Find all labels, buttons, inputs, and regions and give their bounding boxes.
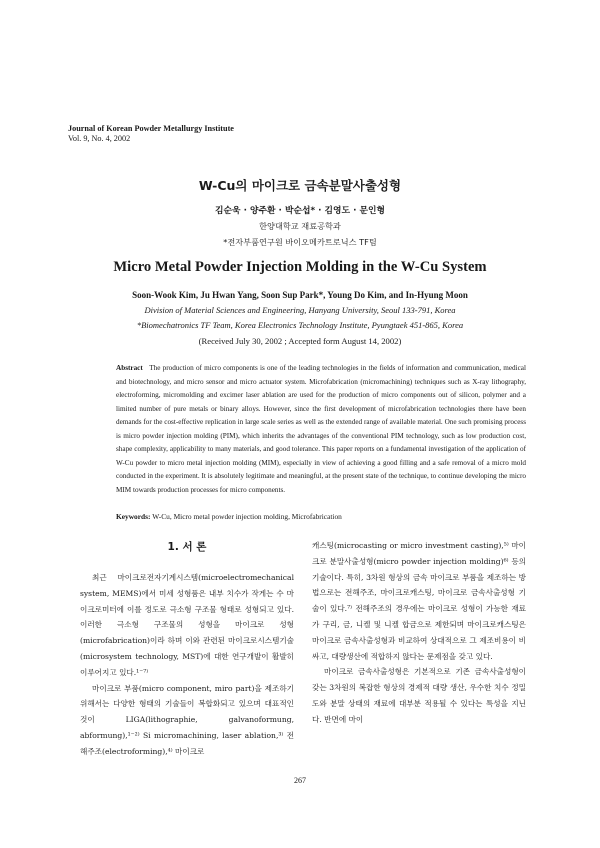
authors-korean: 김순욱 · 양주환 · 박순섭* · 김영도 · 문인형 (215, 206, 385, 216)
affiliation-korean-1: 한양대학교 재료공학과 (259, 221, 341, 231)
section-heading-introduction: 1. 서 론 (167, 541, 207, 553)
journal-header (68, 124, 234, 144)
page-number: 267 (294, 776, 306, 785)
affiliation-english-2: *Biomechatronics TF Team, Korea Electronics Technology Institute, Pyungtaek 451-865, Korea (136, 320, 464, 330)
intro-paragraph-2: 마이크로 부품(micro component, miro part)을 제조하기 위해서는 다양한 형태의 기술들이 복합화되고 있으며 대표적인 것이 LIGA(lithographie, galvanoformung, abformung),¹⁻²⁾ Si micromachining, laser ablation,³⁾ 전해주조(electroforming),⁴⁾ 마이크로 (80, 683, 294, 756)
affiliation-english-1: Division of Material Sciences and Engineering, Hanyang University, Seoul 133-791, Korea (144, 305, 456, 315)
left-column (80, 540, 294, 760)
intro-paragraph-3: 캐스팅(microcasting or micro investment casting),⁵⁾ 마이크로 분말사출성형(micro powder injection molding)⁶⁾ 등의 기술이다. 특히, 3차원 형상의 금속 마이크로 부품을 제조하는 방법으로는 전해주조, 마이크로캐스팅, 마이크로 금속사출성형 기술이 있다.⁷⁾ 전해주조의 경우에는 마이크로 성형이 가능한 재료가 구리, 금, 니켈 및 니켈 합금으로 제한되며 마이크로캐스팅은 마이크로 금속사출성형과 비교하여 상대적으로 그 제조비용이 비싸고, 대량생산에 적합하지 않다는 문제점을 갖고 있다. (312, 541, 526, 661)
affiliation-korean-2: *전자부품연구원 바이오메카트로닉스 TF팀 (223, 237, 377, 247)
title-english: Micro Metal Powder Injection Molding in the W-Cu System (113, 259, 487, 275)
title-korean: W-Cu의 마이크로 금속분말사출성형 (198, 178, 402, 193)
intro-paragraph-4: 마이크로 금속사출성형은 기본적으로 기존 금속사출성형이 갖는 3차원의 복잡한 형상의 경제적 대량 생산, 우수한 치수 정밀도와 분말 상태의 재료에 대부분 적용될 수 있다는 특성을 지닌다. 반면에 마이 (312, 667, 526, 724)
abstract (116, 362, 526, 497)
right-column (312, 538, 526, 728)
journal-volume: Vol. 9, No. 4, 2002 (68, 134, 131, 143)
intro-paragraph-1: 최근 마이크로전자기계시스템(microelectromechanical system, MEMS)에서 미세 성형품은 내부 치수가 작게는 수 마이크로미터에 이를 정도로 극소형 구조물 형태로 성형되고 있다. 이러한 극소형 구조물의 성형을 마이크로 성형(microfabrication)이라 하며 이와 관련된 마이크로시스템기술(microsystem technology, MST)에 대한 연구개발이 활발히 이루어지고 있다.¹⁻⁷⁾ (80, 573, 294, 677)
abstract-label: Abstract (116, 364, 143, 372)
journal-name: Journal of Korean Powder Metallurgy Institute (68, 124, 234, 133)
authors-english: Soon-Wook Kim, Ju Hwan Yang, Soon Sup Park*, Young Do Kim, and In-Hyung Moon (132, 290, 468, 300)
keywords-text: W-Cu, Micro metal powder injection molding, Microfabrication (152, 512, 342, 521)
keywords-label: Keywords: (116, 512, 151, 521)
abstract-text: The production of micro components is one of the leading technologies in the fields of information and communication, medical and biotechnology, and micro sensor and micro actuator system. Microfabrication (micromachining) techniques such as X-ray lithography, electroforming, micromolding and excimer laser ablation are used for the production of micro components out of silicon, polymer and a limited number of pure metals or binary alloys. However, since the first development of microfabrication technologies there have been demands for the cost-effective replication in large scale series as well as the extended range of available material. One such promising process is micro powder injection molding (PIM), which inherits the advantages of the conventional PIM technology, such as low production cost, shape complexity, applicability to many materials, and good tolerance. This paper reports on a fundamental investigation of the application of W-Cu powder to micro metal injection molding (MIM), especially in view of achieving a good filling and a safe removal of a micro mold conducted in the experiment. It is absolutely legitimate and meaningful, at the present state of the technique, to continue developing the micro MIM towards production processes for micro components. (116, 364, 526, 494)
keywords (116, 512, 526, 521)
received-dates: (Received July 30, 2002 ; Accepted form August 14, 2002) (198, 336, 402, 346)
